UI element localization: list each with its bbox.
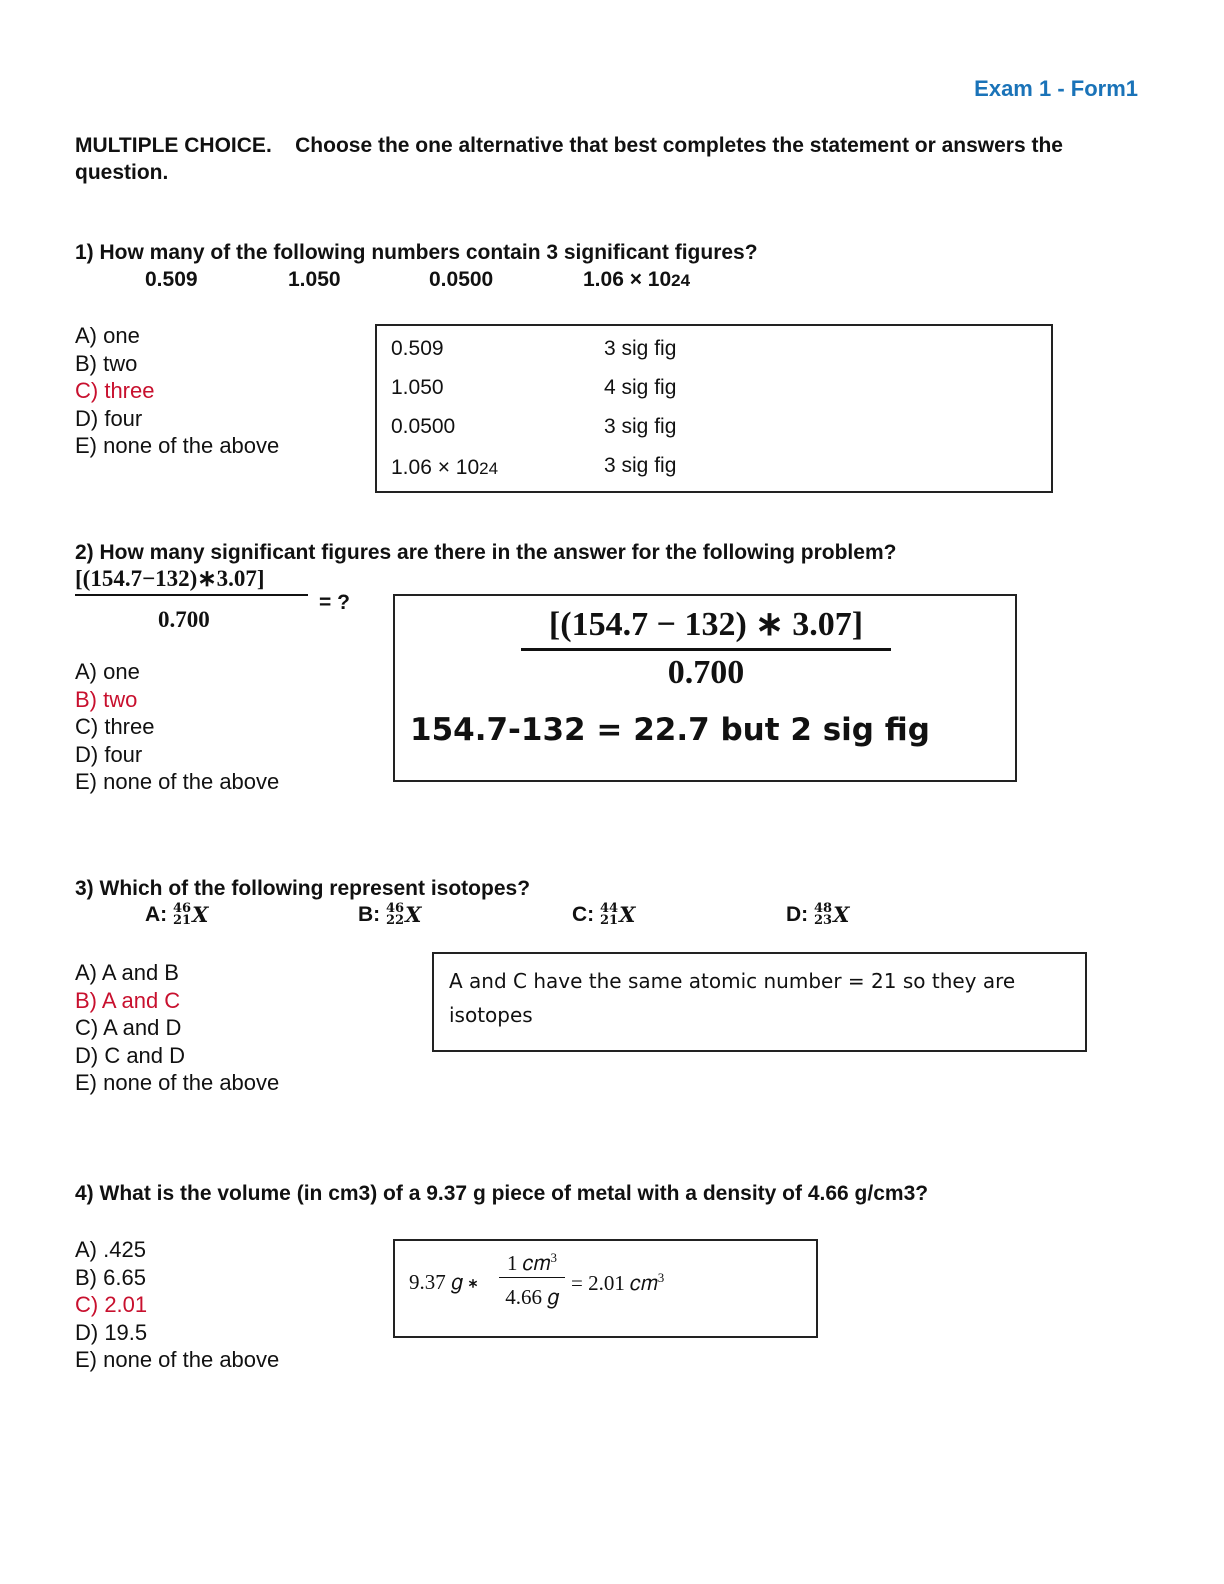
q4-option-e[interactable]: E) none of the above — [75, 1347, 280, 1372]
q1-question: 1) How many of the following numbers contain 3 significant figures? — [75, 241, 758, 264]
q3-options — [75, 959, 279, 1097]
q1-option-a[interactable]: A) one — [75, 323, 140, 348]
q3-answer-box — [432, 952, 1087, 1052]
q3-isotope-a: A: 46 21 X — [145, 900, 209, 928]
isotope-notation-b: 46 22 X — [386, 900, 422, 928]
exam-title: Exam 1 - Form1 — [974, 76, 1138, 101]
q2-option-a[interactable]: A) one — [75, 659, 140, 684]
q1-box-result-4: 3 sig fig — [604, 454, 677, 477]
q2-box-numerator: [(154.7 − 132) ∗ 3.07] — [521, 604, 891, 651]
q4-answer-box — [393, 1239, 818, 1338]
q4-option-b[interactable]: B) 6.65 — [75, 1264, 146, 1290]
q1-number-2: 1.050 — [288, 268, 341, 291]
q4-calc-numerator: 1 𝑐𝑚$^3$ — [499, 1250, 565, 1278]
q3-question: 3) Which of the following represent isotopes? — [75, 877, 531, 900]
q1-box-result-1: 3 sig fig — [604, 337, 677, 360]
q4-question: 4) What is the volume (in cm3) of a 9.37 g piece of metal with a density of 4.66 g/cm3? — [75, 1182, 929, 1205]
instructions-lead: MULTIPLE CHOICE. — [75, 134, 272, 157]
q2-box-note: 154.7-132 = 22.7 but 2 sig fig — [410, 712, 930, 748]
q1-box-result-3: 3 sig fig — [604, 415, 677, 438]
q2-denominator: 0.700 — [158, 607, 210, 632]
q3-option-b[interactable]: B) A and C — [75, 987, 181, 1013]
q1-option-d[interactable]: D) four — [75, 405, 143, 431]
q2-question: 2) How many significant figures are there in the answer for the following problem? — [75, 541, 897, 564]
q1-options — [75, 322, 279, 460]
q3-option-c[interactable]: C) A and D — [75, 1015, 182, 1040]
q2-options — [75, 658, 279, 796]
q4-calc-denominator: 4.66 𝑔 — [505, 1285, 559, 1309]
q1-number-4: 1.06 × 1024 — [583, 268, 691, 291]
q2-option-b[interactable]: B) two — [75, 686, 138, 712]
q1-option-c[interactable]: C) three — [75, 378, 155, 403]
q1-box-value-4: 1.06 × 1024 — [391, 456, 499, 479]
q1-answer-box — [375, 324, 1053, 493]
q1-box-result-2: 4 sig fig — [604, 376, 677, 399]
q1-option-e[interactable]: E) none of the above — [75, 433, 280, 458]
q3-option-e[interactable]: E) none of the above — [75, 1070, 280, 1095]
q3-isotope-c: C: 44 21 X — [572, 900, 636, 928]
q1-option-b[interactable]: B) two — [75, 350, 138, 376]
q1-box-value-2: 1.050 — [391, 376, 444, 399]
q1-box-value-3: 0.0500 — [391, 415, 456, 438]
q4-option-c[interactable]: C) 2.01 — [75, 1292, 148, 1317]
q4-option-a[interactable]: A) .425 — [75, 1237, 146, 1262]
q3-option-a[interactable]: A) A and B — [75, 960, 179, 985]
q4-calc-left: 9.37 𝑔 ∗ — [409, 1270, 479, 1294]
q4-option-d[interactable]: D) 19.5 — [75, 1319, 148, 1345]
q2-option-d[interactable]: D) four — [75, 741, 143, 767]
q1-number-3: 0.0500 — [429, 268, 494, 291]
instructions — [75, 132, 1075, 186]
q2-answer-box — [393, 594, 1017, 782]
isotope-notation-d: 48 23 X — [814, 900, 850, 928]
q2-equals: = ? — [319, 591, 350, 614]
isotope-notation-a: 46 21 X — [173, 900, 209, 928]
q3-isotope-b: B: 46 22 X — [358, 900, 422, 928]
q2-option-c[interactable]: C) three — [75, 714, 155, 739]
q3-box-text: A and C have the same atomic number = 21 so they are isotopes — [449, 969, 1016, 1027]
q3-option-d[interactable]: D) C and D — [75, 1042, 186, 1068]
instructions-text: Choose the one alternative that best completes the statement or answers the question. — [75, 134, 1063, 184]
q3-isotope-d: D: 48 23 X — [786, 900, 850, 928]
q4-calc-result: = 2.01 𝑐𝑚$^3$ — [571, 1270, 665, 1295]
isotope-notation-c: 44 21 X — [600, 900, 636, 928]
q1-number-1: 0.509 — [145, 268, 198, 291]
q2-numerator: [(154.7−132)∗3.07] — [75, 566, 308, 596]
q4-options — [75, 1236, 279, 1374]
q2-option-e[interactable]: E) none of the above — [75, 769, 280, 794]
q2-box-denominator: 0.700 — [667, 654, 745, 691]
q1-box-value-1: 0.509 — [391, 337, 444, 360]
